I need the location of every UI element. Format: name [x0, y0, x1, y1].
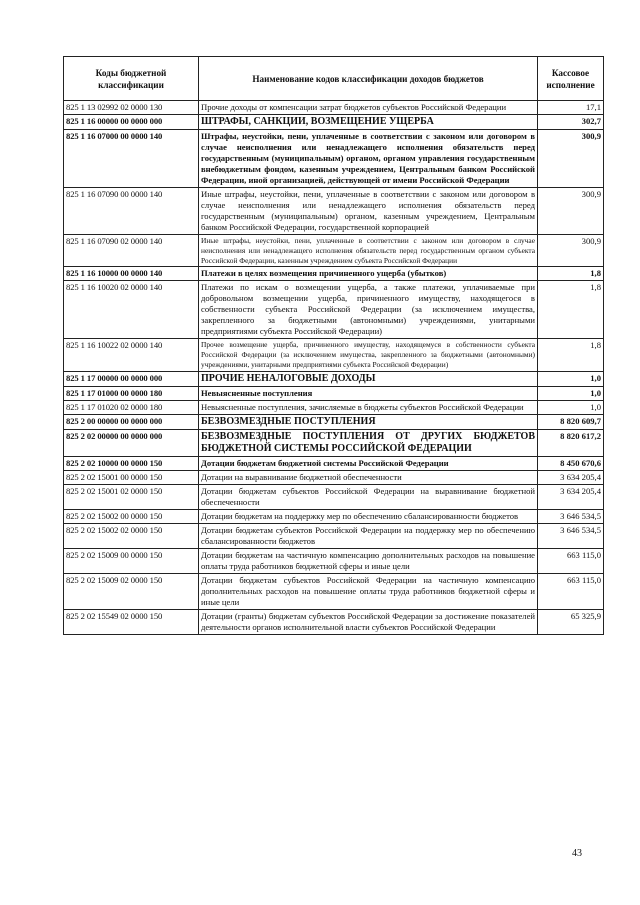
row-code: 825 2 00 00000 00 0000 000: [64, 414, 199, 429]
row-amount: 1,0: [538, 371, 604, 386]
row-amount: 1,0: [538, 400, 604, 414]
row-name: Дотации бюджетам на поддержку мер по обеспечению сбалансированности бюджетов: [199, 509, 538, 523]
row-code: 825 2 02 15001 02 0000 150: [64, 484, 199, 509]
row-name: Невыясненные поступления: [199, 386, 538, 400]
table-row: [64, 115, 604, 130]
row-name: Прочие доходы от компенсации затрат бюджетов субъектов Российской Федерации: [199, 101, 538, 115]
row-amount: 300,9: [538, 130, 604, 188]
row-code: 825 1 16 10000 00 0000 140: [64, 267, 199, 281]
row-amount: 8 450 670,6: [538, 456, 604, 470]
row-amount: 1,8: [538, 281, 604, 339]
table-row: [64, 267, 604, 281]
table-row: [64, 130, 604, 188]
row-name: Платежи в целях возмещения причиненного ущерба (убытков): [199, 267, 538, 281]
table-row: [64, 429, 604, 456]
table-row: [64, 548, 604, 573]
row-amount: 17,1: [538, 101, 604, 115]
row-code: 825 2 02 15002 00 0000 150: [64, 509, 199, 523]
row-amount: 663 115,0: [538, 548, 604, 573]
table-row: [64, 235, 604, 267]
row-amount: 3 646 534,5: [538, 509, 604, 523]
table-row: [64, 371, 604, 386]
row-code: 825 2 02 15002 02 0000 150: [64, 523, 199, 548]
table-row: [64, 281, 604, 339]
row-name: Дотации бюджетам субъектов Российской Федерации на выравнивание бюджетной обеспеченности: [199, 484, 538, 509]
row-name: Штрафы, неустойки, пени, уплаченные в соответствии с законом или договором в случае неисполнения или ненадлежащего исполнения обязательств перед государственным (муниципальным) органом, органом управления государственным внебюджетным фондом, казенным учреждением, Центральным банком Российской Федерации, иной организацией, действующей от имени Российской Федерации: [199, 130, 538, 188]
table-row: [64, 523, 604, 548]
page-number: 43: [572, 848, 582, 859]
row-name: Дотации (гранты) бюджетам субъектов Российской Федерации за достижение показателей деятельности органов исполнительной власти субъектов Российской Федерации: [199, 609, 538, 634]
row-amount: 65 325,9: [538, 609, 604, 634]
row-code: 825 1 16 07000 00 0000 140: [64, 130, 199, 188]
row-name: БЕЗВОЗМЕЗДНЫЕ ПОСТУПЛЕНИЯ ОТ ДРУГИХ БЮДЖЕТОВ БЮДЖЕТНОЙ СИСТЕМЫ РОССИЙСКОЙ ФЕДЕРАЦИИ: [199, 429, 538, 456]
header-name: Наименование кодов классификации доходов бюджетов: [199, 57, 538, 101]
row-name: Невыясненные поступления, зачисляемые в бюджеты субъектов Российской Федерации: [199, 400, 538, 414]
row-amount: 8 820 609,7: [538, 414, 604, 429]
row-code: 825 1 17 00000 00 0000 000: [64, 371, 199, 386]
row-code: 825 1 13 02992 02 0000 130: [64, 101, 199, 115]
table-row: [64, 386, 604, 400]
row-amount: 1,0: [538, 386, 604, 400]
header-amount: Кассовое исполнение: [538, 57, 604, 101]
row-name: Дотации бюджетам субъектов Российской Федерации на поддержку мер по обеспечению сбалансированности бюджетов: [199, 523, 538, 548]
row-amount: 8 820 617,2: [538, 429, 604, 456]
row-name: Дотации бюджетам на частичную компенсацию дополнительных расходов на повышение оплаты труда работников бюджетной сферы и иные цели: [199, 548, 538, 573]
row-amount: 3 634 205,4: [538, 484, 604, 509]
table-row: [64, 188, 604, 235]
row-code: 825 2 02 15009 02 0000 150: [64, 573, 199, 609]
table-row: [64, 414, 604, 429]
row-amount: 3 634 205,4: [538, 470, 604, 484]
table-row: [64, 484, 604, 509]
row-amount: 1,8: [538, 267, 604, 281]
row-code: 825 1 16 10020 02 0000 140: [64, 281, 199, 339]
table-header-row: [64, 57, 604, 101]
row-name: Дотации на выравнивание бюджетной обеспеченности: [199, 470, 538, 484]
row-amount: 300,9: [538, 235, 604, 267]
row-code: 825 1 16 07090 02 0000 140: [64, 235, 199, 267]
row-name: ШТРАФЫ, САНКЦИИ, ВОЗМЕЩЕНИЕ УЩЕРБА: [199, 115, 538, 130]
table-row: [64, 609, 604, 634]
row-amount: 663 115,0: [538, 573, 604, 609]
row-name: Платежи по искам о возмещении ущерба, а также платежи, уплачиваемые при добровольном возмещении ущерба, причиненного имуществу, находящегося в собственности субъекта Российской Федерации (за исключением имущества, закрепленного за бюджетными (автономными) учреждениями, унитарными предприятиями субъекта Российской Федерации): [199, 281, 538, 339]
row-amount: 3 646 534,5: [538, 523, 604, 548]
row-name: Прочее возмещение ущерба, причиненного имуществу, находящемуся в собственности субъекта Российской Федерации (за исключением имущества, закрепленного за бюджетными (автономными) учреждениями, унитарными предприятиями субъекта Российской Федерации): [199, 339, 538, 371]
row-amount: 300,9: [538, 188, 604, 235]
row-code: 825 2 02 15009 00 0000 150: [64, 548, 199, 573]
row-code: 825 2 02 15549 02 0000 150: [64, 609, 199, 634]
header-code: Коды бюджетной классификации: [64, 57, 199, 101]
row-name: Иные штрафы, неустойки, пени, уплаченные в соответствии с законом или договором в случае неисполнения или ненадлежащего исполнения обязательств перед государственным органом субъекта Российской Федерации, казенным учреждением субъекта Российской Федерации: [199, 235, 538, 267]
row-code: 825 1 17 01020 02 0000 180: [64, 400, 199, 414]
table-row: [64, 400, 604, 414]
table-row: [64, 456, 604, 470]
row-name: ПРОЧИЕ НЕНАЛОГОВЫЕ ДОХОДЫ: [199, 371, 538, 386]
row-name: Дотации бюджетам бюджетной системы Российской Федерации: [199, 456, 538, 470]
budget-revenue-table: [63, 56, 604, 635]
row-code: 825 1 16 10022 02 0000 140: [64, 339, 199, 371]
row-code: 825 1 16 07090 00 0000 140: [64, 188, 199, 235]
row-name: Иные штрафы, неустойки, пени, уплаченные в соответствии с законом или договором в случае неисполнения или ненадлежащего исполнения обязательств перед государственным (муниципальным) органом, казенным учреждением, Центральным банком Российской Федерации, государственной корпорацией: [199, 188, 538, 235]
table-row: [64, 509, 604, 523]
table-row: [64, 101, 604, 115]
row-amount: 302,7: [538, 115, 604, 130]
table-row: [64, 573, 604, 609]
row-code: 825 2 02 10000 00 0000 150: [64, 456, 199, 470]
row-name: Дотации бюджетам субъектов Российской Федерации на частичную компенсацию дополнительных расходов на повышение оплаты труда работников бюджетной сферы и иные цели: [199, 573, 538, 609]
row-code: 825 1 16 00000 00 0000 000: [64, 115, 199, 130]
table-row: [64, 470, 604, 484]
table-row: [64, 339, 604, 371]
row-amount: 1,8: [538, 339, 604, 371]
row-name: БЕЗВОЗМЕЗДНЫЕ ПОСТУПЛЕНИЯ: [199, 414, 538, 429]
row-code: 825 2 02 00000 00 0000 000: [64, 429, 199, 456]
row-code: 825 2 02 15001 00 0000 150: [64, 470, 199, 484]
row-code: 825 1 17 01000 00 0000 180: [64, 386, 199, 400]
